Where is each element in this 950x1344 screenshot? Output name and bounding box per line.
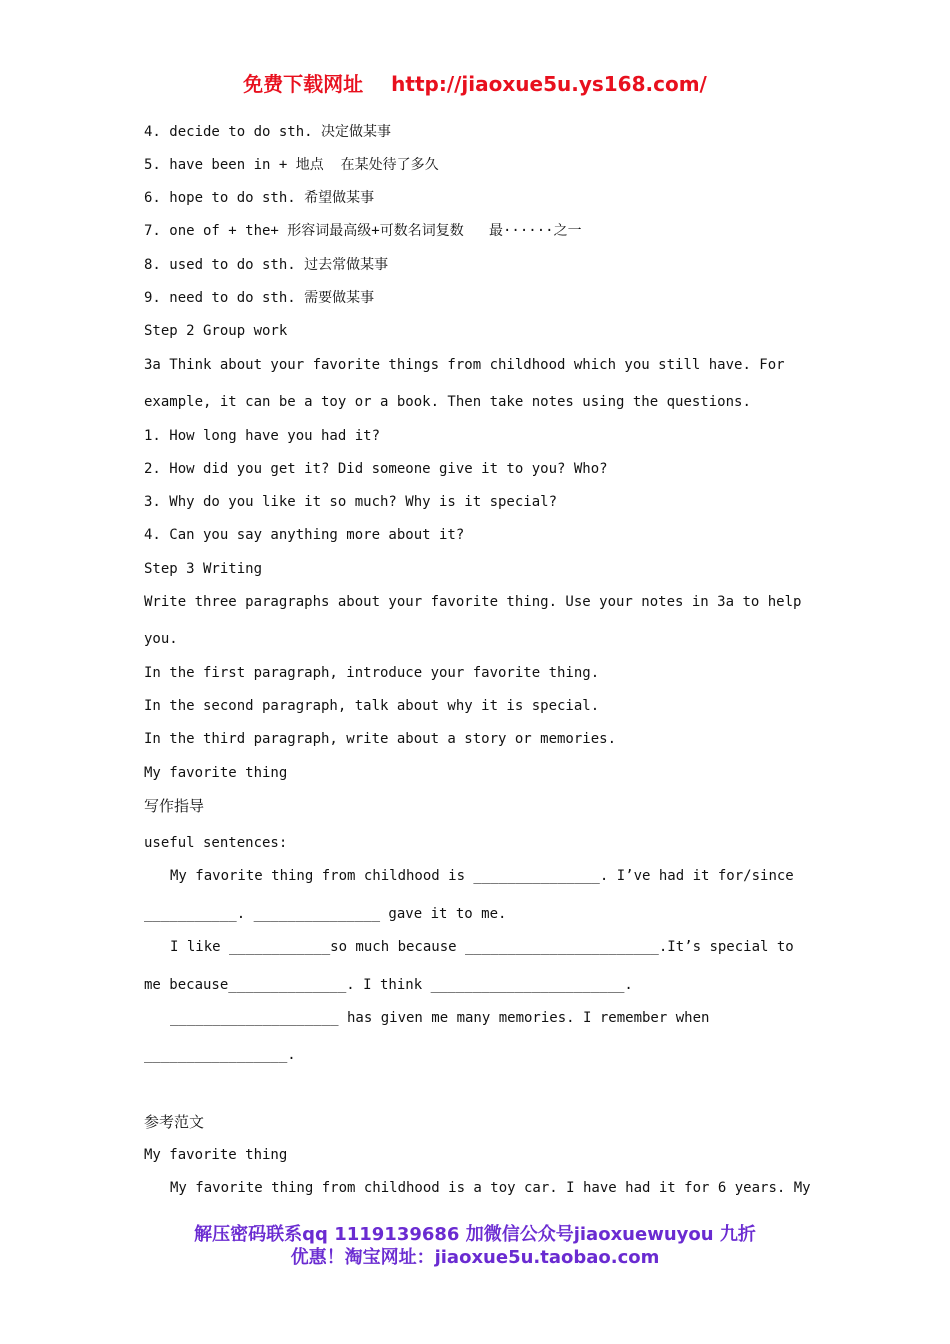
question-line: 3. Why do you like it so much? Why is it special? <box>144 494 558 510</box>
fill-in-sentence: ____________________ has given me many memories. I remember when <box>170 1010 710 1026</box>
phrase-line: 7. one of + the+ 形容词最高级+可数名词复数 最······之一 <box>144 223 582 239</box>
fill-in-sentence: me because______________. I think _______________________. <box>144 977 633 993</box>
question-line: 4. Can you say anything more about it? <box>144 527 465 543</box>
useful-sentences-label: useful sentences: <box>144 835 288 851</box>
instruction-line: In the third paragraph, write about a story or memories. <box>144 731 617 747</box>
phrase-line: 8. used to do sth. 过去常做某事 <box>144 257 389 273</box>
header-url[interactable]: http://jiaoxue5u.ys168.com/ <box>391 72 707 96</box>
fill-in-sentence: ___________. _______________ gave it to me. <box>144 906 507 922</box>
step-heading: Step 2 Group work <box>144 323 288 339</box>
fill-in-sentence: I like ____________so much because _______________________.It’s special to <box>170 939 794 955</box>
essay-title: My favorite thing <box>144 765 288 781</box>
sample-essay-text: My favorite thing from childhood is a toy car. I have had it for 6 years. My <box>170 1180 811 1196</box>
task-text: you. <box>144 631 178 647</box>
fill-in-sentence: _________________. <box>144 1047 296 1063</box>
section-heading: 参考范文 <box>144 1113 205 1131</box>
phrase-line: 4. decide to do sth. 决定做某事 <box>144 124 392 140</box>
fill-in-sentence: My favorite thing from childhood is _______________. I’ve had it for/since <box>170 868 794 884</box>
question-line: 1. How long have you had it? <box>144 428 381 444</box>
task-text: example, it can be a toy or a book. Then take notes using the questions. <box>144 394 751 410</box>
phrase-line: 6. hope to do sth. 希望做某事 <box>144 190 375 206</box>
phrase-line: 5. have been in + 地点 在某处待了多久 <box>144 157 439 173</box>
footer-contact: 解压密码联系qq 1119139686 加微信公众号jiaoxuewuyou 九折 <box>194 1224 756 1245</box>
section-heading: 写作指导 <box>144 797 205 815</box>
step-heading: Step 3 Writing <box>144 561 263 577</box>
header-title: 免费下载网址 <box>243 72 364 96</box>
footer-shop-link[interactable]: 优惠！淘宝网址：jiaoxue5u.taobao.com <box>290 1247 660 1268</box>
download-header <box>0 68 950 97</box>
instruction-line: In the second paragraph, talk about why it is special. <box>144 698 600 714</box>
phrase-line: 9. need to do sth. 需要做某事 <box>144 290 375 306</box>
question-line: 2. How did you get it? Did someone give it to you? Who? <box>144 461 608 477</box>
essay-title: My favorite thing <box>144 1147 288 1163</box>
task-text: 3a Think about your favorite things from childhood which you still have. For <box>144 357 785 373</box>
instruction-line: In the first paragraph, introduce your favorite thing. <box>144 665 600 681</box>
task-text: Write three paragraphs about your favorite thing. Use your notes in 3a to help <box>144 594 802 610</box>
